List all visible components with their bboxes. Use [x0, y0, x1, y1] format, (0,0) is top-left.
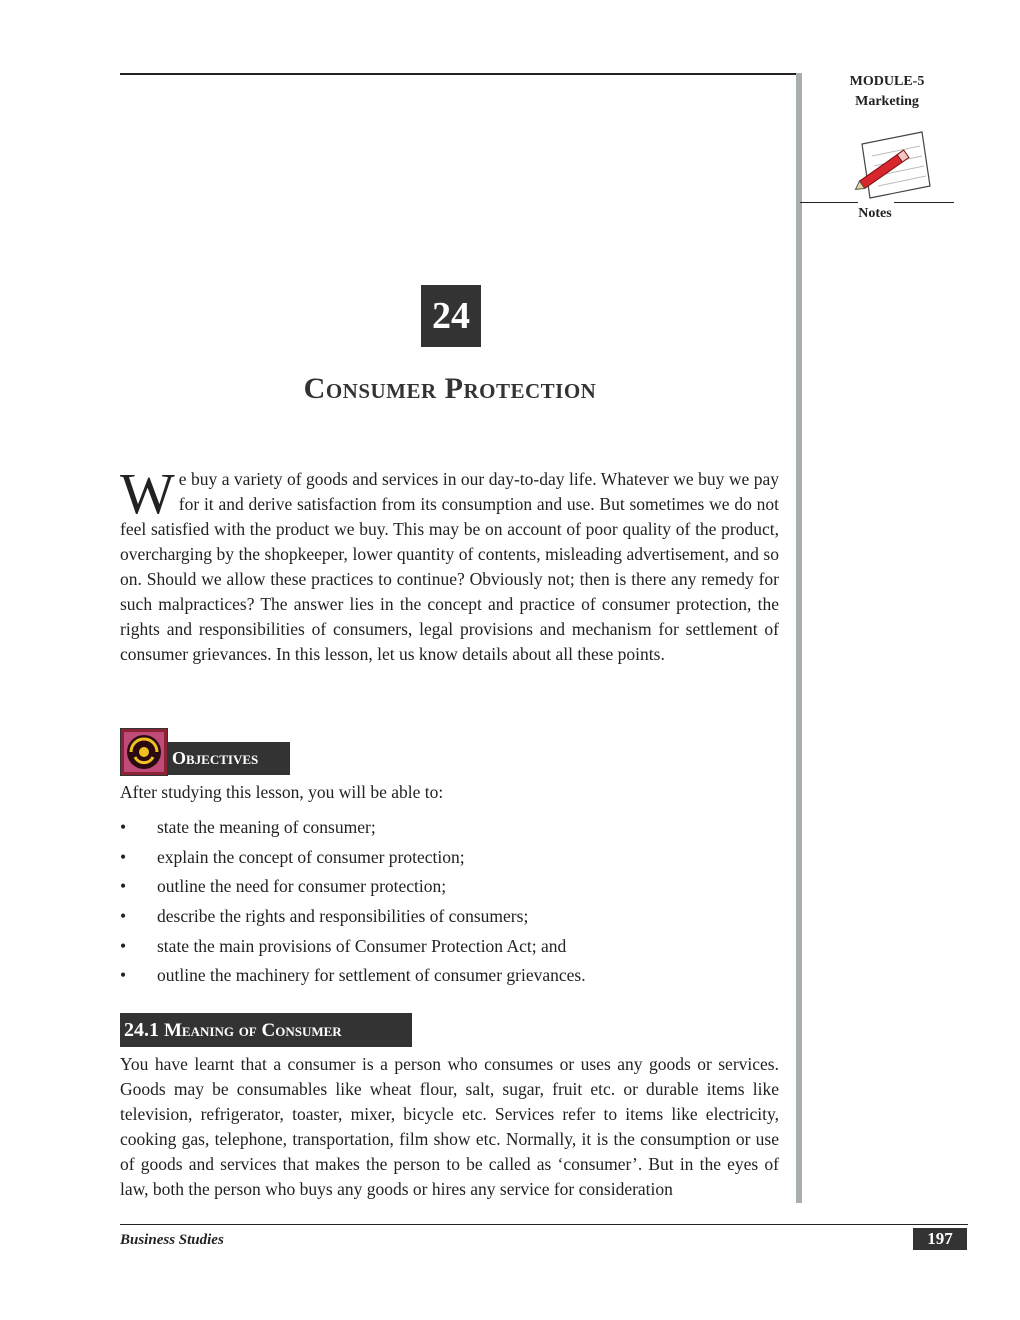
notes-rule-right: [894, 202, 954, 203]
section-heading: [120, 1013, 412, 1047]
chapter-number: 24: [421, 285, 481, 347]
objective-item: • outline the need for consumer protection;: [120, 874, 780, 904]
drop-cap: W: [120, 461, 175, 526]
section-number: 24.1: [124, 1019, 159, 1041]
module-number: MODULE-5: [849, 74, 925, 89]
notes-label: Notes: [858, 206, 892, 221]
objectives-heading: Objectives: [168, 742, 290, 775]
chapter-title: Consumer Protection: [303, 372, 597, 405]
page-number: 197: [913, 1228, 967, 1250]
bullet: •: [120, 876, 127, 897]
bullet: •: [120, 817, 127, 837]
objective-item: • state the meaning of consumer;: [120, 815, 780, 845]
target-icon: [120, 728, 168, 776]
bullet: •: [120, 846, 127, 867]
objective-item: • explain the concept of consumer protection;: [120, 845, 780, 875]
objectives-intro: After studying this lesson, you will be able to:: [120, 782, 444, 802]
section-title: Meaning of Consumer: [164, 1020, 342, 1041]
module-label: [822, 72, 952, 112]
notepad-pencil-icon: [848, 126, 934, 202]
objectives-list: [120, 815, 780, 993]
module-subject: Marketing: [855, 94, 919, 109]
intro-paragraph: [120, 461, 779, 667]
footer-book-title: Business Studies: [120, 1232, 224, 1248]
bullet: •: [120, 965, 127, 986]
footer-rule: [120, 1224, 968, 1225]
margin-bar: [796, 73, 802, 1203]
intro-text: e buy a variety of goods and services in our day-to-day life. Whatever we buy we pay for it and derive satisfaction from its consumption and use. But sometimes we do not feel satisfied with the product we buy. This may be on account of poor quality of the product, overcharging by the shopkeeper, lower quantity of contents, misleading advertisement, and so on. Should we allow these practices to continue? Obviously not; then is there any remedy for such malpractices? The answer lies in the concept and practice of consumer protection, the rights and responsibilities of consumers, legal provisions and mechanism for settlement of consumer grievances. In this lesson, let us know details about all these points.: [120, 469, 779, 664]
objective-item: • outline the machinery for settlement of consumer grievances.: [120, 963, 780, 993]
objective-item: • describe the rights and responsibilities of consumers;: [120, 904, 780, 934]
section-paragraph: You have learnt that a consumer is a person who consumes or uses any goods or services. Goods may be consumables like wheat flour, salt, sugar, fruit etc. or durable items like television, refrigerator, toaster, mixer, bicycle etc. Services refer to items like electricity, cooking gas, telephone, transportation, film show etc. Normally, it is the consumption or use of goods and services that makes the person to be called as ‘consumer’. But in the eyes of law, both the person who buys any goods or hires any service for consideration: [120, 1054, 779, 1199]
objective-item: • state the main provisions of Consumer Protection Act; and: [120, 934, 780, 964]
notes-rule-left: [800, 202, 858, 203]
bullet: •: [120, 906, 127, 927]
bullet: •: [120, 935, 127, 956]
top-rule: [120, 73, 798, 75]
